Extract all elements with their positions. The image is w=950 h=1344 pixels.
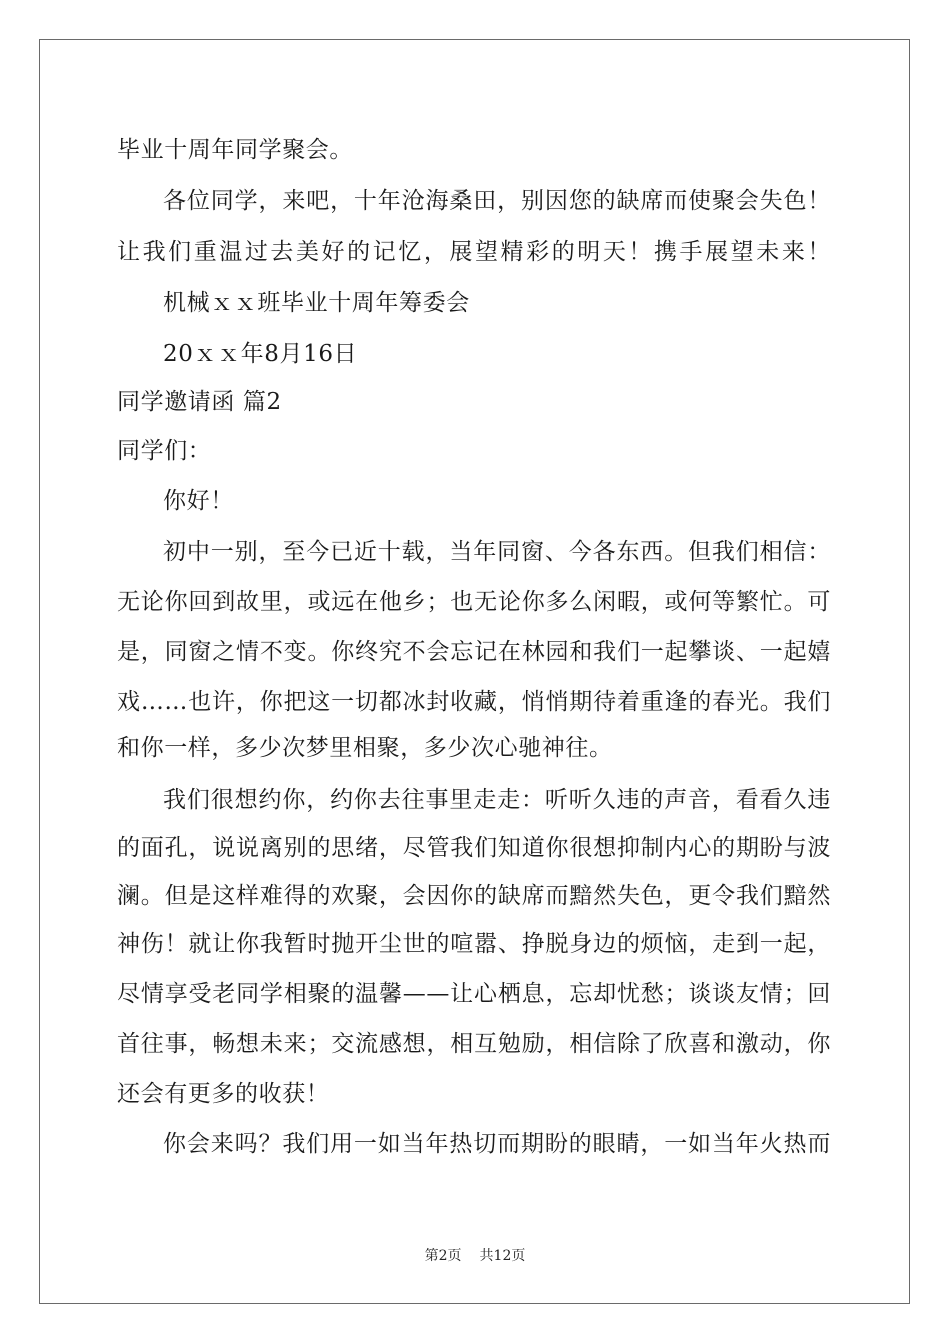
text-line: 还会有更多的收获！ <box>117 1081 330 1107</box>
text-line: 你会来吗？我们用一如当年热切而期盼的眼睛，一如当年火热而 <box>163 1131 831 1157</box>
text-line: 无论你回到故里，或远在他乡；也无论你多么闲暇，或何等繁忙。可 <box>117 589 831 615</box>
text-line: 毕业十周年同学聚会。 <box>117 137 353 163</box>
page-number: 第2页 <box>424 1248 462 1264</box>
section-title: 同学邀请函 篇2 <box>117 389 282 415</box>
text-line: 戏……也许，你把这一切都冰封收藏，悄悄期待着重逢的春光。我们 <box>117 689 831 715</box>
text-line: 让我们重温过去美好的记忆，展望精彩的明天！携手展望未来！ <box>117 239 831 265</box>
text-line: 尽情享受老同学相聚的温馨——让心栖息，忘却忧愁；谈谈友情；回 <box>117 981 831 1007</box>
page-total: 共12页 <box>479 1248 526 1264</box>
text-line: 初中一别，至今已近十载，当年同窗、今各东西。但我们相信： <box>163 539 831 565</box>
text-line: 的面孔，说说离别的思绪，尽管我们知道你很想抑制内心的期盼与波 <box>117 835 831 861</box>
signature-org: 机械ｘｘ班毕业十周年筹委会 <box>163 290 470 316</box>
greeting: 你好！ <box>163 488 234 514</box>
text-line: 神伤！就让你我暂时抛开尘世的喧嚣、挣脱身边的烦恼，走到一起， <box>117 931 831 957</box>
text-line: 澜。但是这样难得的欢聚，会因你的缺席而黯然失色，更令我们黯然 <box>117 883 831 909</box>
text-line: 和你一样，多少次梦里相聚，多少次心驰神往。 <box>117 735 613 761</box>
text-line: 各位同学，来吧，十年沧海桑田，别因您的缺席而使聚会失色！ <box>163 188 831 214</box>
salutation: 同学们： <box>117 438 212 464</box>
text-line: 我们很想约你，约你去往事里走走：听听久违的声音，看看久违 <box>163 787 831 813</box>
text-line: 是，同窗之情不变。你终究不会忘记在林园和我们一起攀谈、一起嬉 <box>117 639 831 665</box>
text-line: 首往事，畅想未来；交流感想，相互勉励，相信除了欣喜和激动，你 <box>117 1031 831 1057</box>
signature-date: 20ｘｘ年8月16日 <box>163 341 358 367</box>
page-footer <box>0 1246 950 1266</box>
